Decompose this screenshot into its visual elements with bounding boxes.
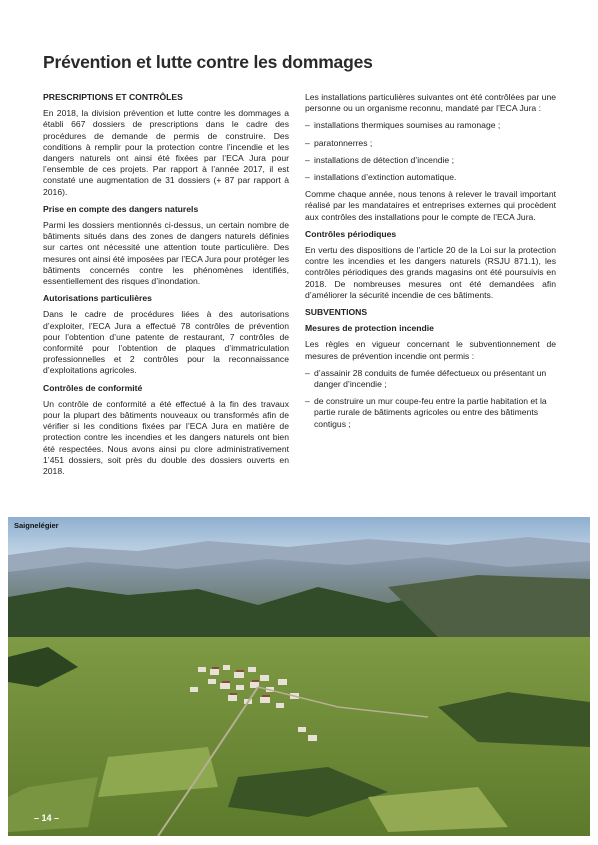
- installations-list: [305, 120, 556, 183]
- paragraph: Parmi les dossiers mentionnés ci-dessus, un certain nombre de bâtiments situés dans des zones de dangers naturels définies sur cartes ont nécessité une attention toute particulière. Des mesures ont ainsi été imposées par l’ECA Jura pour protéger les bâtiments concernés contre les phénomènes identifiés, essentiellement des risques d’inondation.: [43, 220, 289, 287]
- paragraph: Les installations particulières suivantes ont été contrôlées par une personne ou un organisme reconnu, mandaté par l’ECA Jura :: [305, 92, 556, 114]
- paragraph: Comme chaque année, nous tenons à relever le travail important réalisé par les mandataires et entreprises externes qui procèdent aux contrôles des installations pour le compte de l’ECA Jura.: [305, 189, 556, 222]
- photo-caption: Saignelégier: [14, 521, 59, 530]
- landscape-illustration: [8, 517, 590, 836]
- list-item: – installations d’extinction automatique.: [305, 172, 556, 183]
- subheading: Mesures de protection incendie: [305, 323, 434, 334]
- subventions-list: [305, 368, 556, 430]
- paragraph: En vertu des dispositions de l’article 20 de la Loi sur la protection contre les incendies et les dangers naturels (RSJU 871.1), les contrôles périodiques des grands magasins ont été poursuivis en 2018. De nombreuses mesures ont été demandées afin d’améliorer la sécurité incendie de ces bâtiments.: [305, 245, 556, 300]
- section-heading: SUBVENTIONS: [305, 307, 368, 318]
- list-item: – paratonnerres ;: [305, 138, 556, 149]
- right-column: [305, 92, 556, 436]
- list-item: – de construire un mur coupe-feu entre la partie habitation et la partie rurale de bâtiments agricoles ou entre des bâtiments contigus ;: [305, 396, 556, 430]
- paragraph: Un contrôle de conformité a été effectué à la fin des travaux pour la plupart des bâtiments nouveaux ou transformés afin de vérifier si les conditions fixées par l’ECA Jura en matière de protection contre les incendies et les dangers naturels ont bien été respectées. Nous avons ainsi pu clore administrativement 1’451 dossiers, soit près du double des dossiers ouverts en 2018.: [43, 398, 289, 477]
- page-number: – 14 –: [34, 813, 60, 823]
- subheading: Prise en compte des dangers naturels: [43, 203, 199, 214]
- list-item: – installations thermiques soumises au ramonage ;: [305, 120, 556, 131]
- page-title: Prévention et lutte contre les dommages: [43, 52, 373, 72]
- section-heading: PRESCRIPTIONS ET CONTRÔLES: [43, 92, 183, 102]
- list-item: – installations de détection d’incendie ;: [305, 155, 556, 166]
- paragraph: En 2018, la division prévention et lutte contre les dommages a établi 667 dossiers de prescriptions dans le cadre des procédures de demande de permis de construire. Des conditions à remplir pour la protection contre l’incendie et les dangers naturels ont ainsi été fixées par l’ECA Jura pour l’ensemble de ces projets. Par rapport à l’année 2017, il est constaté une augmentation de 31 dossiers (+ 87 par rapport à 2016).: [43, 108, 289, 197]
- left-column: [43, 92, 289, 483]
- list-item: – d’assainir 28 conduits de fumée défectueux ou présentant un danger d’incendie ;: [305, 368, 556, 390]
- paragraph: Les règles en vigueur concernant le subventionnement de mesures de prévention incendie ont permis :: [305, 339, 556, 361]
- landscape-photo: [8, 517, 590, 836]
- subheading: Autorisations particulières: [43, 293, 152, 304]
- subheading: Contrôles périodiques: [305, 228, 397, 239]
- subheading: Contrôles de conformité: [43, 382, 143, 393]
- paragraph: Dans le cadre de procédures liées à des autorisations d’exploiter, l’ECA Jura a effectué 78 contrôles de prévention pour l’obtention d’une patente de restaurant, 7 contrôles de conformité pour l’obtention de plaques d’immatriculation professionnelles et 2 contrôles pour la reconnaissance d’exploitations agricoles.: [43, 309, 289, 376]
